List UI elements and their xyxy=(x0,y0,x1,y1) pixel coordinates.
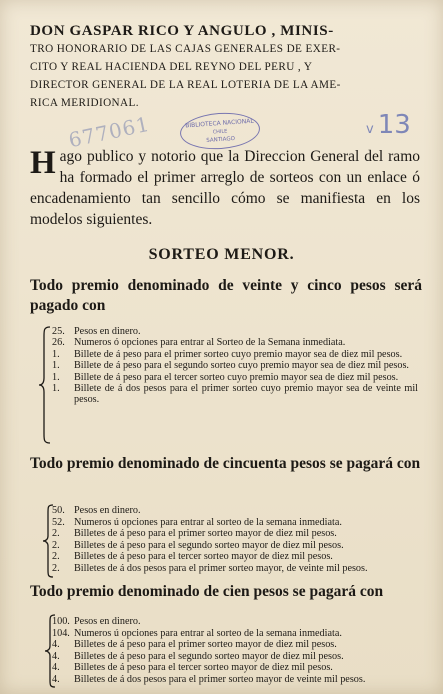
list-item xyxy=(52,639,418,651)
stamp-top-text: BIBLIOTECA NACIONAL xyxy=(185,117,254,130)
list-item xyxy=(52,505,418,517)
list-item xyxy=(52,383,418,406)
section-list-3 xyxy=(52,616,418,686)
item-text: Billete de á dos pesos para el primer sorteo cuyo premio mayor sea de veinte mil pesos. xyxy=(74,383,418,406)
item-text: Pesos en dinero. xyxy=(74,326,141,337)
item-text: Billetes de á peso para el segundo sorteo mayor de diez mil pesos. xyxy=(74,539,344,551)
section-list-1 xyxy=(52,326,418,406)
item-number: 2. xyxy=(52,528,60,540)
stamp-middle-text: CHILE xyxy=(212,128,228,136)
item-number: 25. xyxy=(52,326,65,337)
list-item xyxy=(52,551,418,563)
item-text: Billetes de á dos pesos para el primer sorteo mayor de veinte mil pesos. xyxy=(74,673,366,685)
header-line-4: DIRECTOR GENERAL DE LA REAL LOTERIA DE LA AME- xyxy=(30,79,341,91)
item-text: Billete de á peso para el primer sorteo cuyo premio mayor sea de diez mil pesos. xyxy=(74,348,403,360)
item-text: Billetes de á dos pesos para el primer sorteo mayor, de veinte mil pesos. xyxy=(74,562,368,574)
item-number: 2. xyxy=(52,562,60,574)
list-item xyxy=(52,326,418,337)
item-number: 100. xyxy=(52,616,70,627)
item-text: Numeros ú opciones para entrar al sorteo de la semana inmediata. xyxy=(74,516,342,528)
list-item xyxy=(52,616,418,628)
section-heading-2: Todo premio denominado de cincuenta pesos se pagará con xyxy=(30,455,421,472)
list-item xyxy=(52,372,418,383)
item-text: Billetes de á peso para el primer sorteo mayor de diez mil pesos. xyxy=(74,639,337,651)
header-line-1: DON GASPAR RICO Y ANGULO , MINIS- xyxy=(30,23,334,39)
list-item xyxy=(52,337,418,348)
item-text: Billete de á peso para el segundo sorteo cuyo premio mayor sea de diez mil pesos. xyxy=(74,360,409,372)
item-text: Pesos en dinero. xyxy=(74,505,141,516)
item-number: 104. xyxy=(52,627,70,639)
drop-cap: H xyxy=(30,145,56,181)
item-number: 1. xyxy=(52,383,60,395)
item-text: Billete de á peso para el tercer sorteo cuyo premio mayor sea de diez mil pesos. xyxy=(74,371,399,383)
header-line-3: CITO Y REAL HACIENDA DEL REYNO DEL PERU , Y xyxy=(30,61,313,73)
item-text: Billetes de á peso para el tercer sorteo mayor de diez mil pesos. xyxy=(74,551,333,563)
pencil-annotation-right xyxy=(366,110,411,140)
item-number: 1. xyxy=(52,360,60,372)
pencil-annotation-left: 677061 xyxy=(66,111,152,153)
document-header xyxy=(30,22,420,112)
item-number: 50. xyxy=(52,505,65,516)
list-item xyxy=(52,360,418,371)
header-line-2: TRO HONORARIO DE LAS CAJAS GENERALES DE EXER- xyxy=(30,43,341,55)
list-item xyxy=(52,349,418,360)
item-text: Billetes de á peso para el tercer sorteo mayor de diez mil pesos. xyxy=(74,662,333,674)
item-number: 2. xyxy=(52,539,60,551)
item-text: Numeros ó opciones para entrar al Sorteo de la Semana inmediata. xyxy=(74,337,346,349)
list-item xyxy=(52,563,418,575)
item-number: 4. xyxy=(52,662,60,674)
item-number: 1. xyxy=(52,348,60,360)
pencil-annotation-number: 13 xyxy=(377,110,411,140)
item-text: Billetes de á peso para el segundo sorteo mayor de diez mil pesos. xyxy=(74,650,344,662)
stamp-bottom-text: SANTIAGO xyxy=(206,135,236,144)
list-item xyxy=(52,528,418,540)
item-number: 4. xyxy=(52,650,60,662)
item-text: Numeros ú opciones para entrar al sorteo de la semana inmediata. xyxy=(74,627,342,639)
item-number: 1. xyxy=(52,371,60,383)
intro-paragraph xyxy=(30,146,420,230)
pencil-annotation-prefix: v xyxy=(366,122,374,137)
item-number: 4. xyxy=(52,639,60,651)
item-text: Pesos en dinero. xyxy=(74,616,141,627)
item-number: 4. xyxy=(52,673,60,685)
item-number: 26. xyxy=(52,337,65,349)
item-text: Billetes de á peso para el primer sorteo mayor de diez mil pesos. xyxy=(74,528,337,540)
item-number: 52. xyxy=(52,516,65,528)
item-number: 2. xyxy=(52,551,60,563)
header-line-5: RICA MERIDIONAL. xyxy=(30,97,139,109)
list-item xyxy=(52,662,418,674)
list-item xyxy=(52,540,418,552)
list-item xyxy=(52,651,418,663)
brace-1 xyxy=(38,326,52,444)
section-list-2 xyxy=(52,505,418,575)
section-heading-3: Todo premio denominado de cien pesos se pagará con xyxy=(30,583,384,600)
intro-text: ago publico y notorio que la Direccion General del ramo ha formado el primer arreglo de sorteos con un enlace ó encadenamiento tan sencillo cómo se manifiesta en los modelos siguientes. xyxy=(30,148,420,228)
section-title: SORTEO MENOR. xyxy=(148,246,295,263)
list-item xyxy=(52,628,418,640)
list-item xyxy=(52,517,418,529)
section-heading-1: Todo premio denominado de veinte y cinco pesos será pagado con xyxy=(30,277,422,314)
list-item xyxy=(52,674,418,686)
